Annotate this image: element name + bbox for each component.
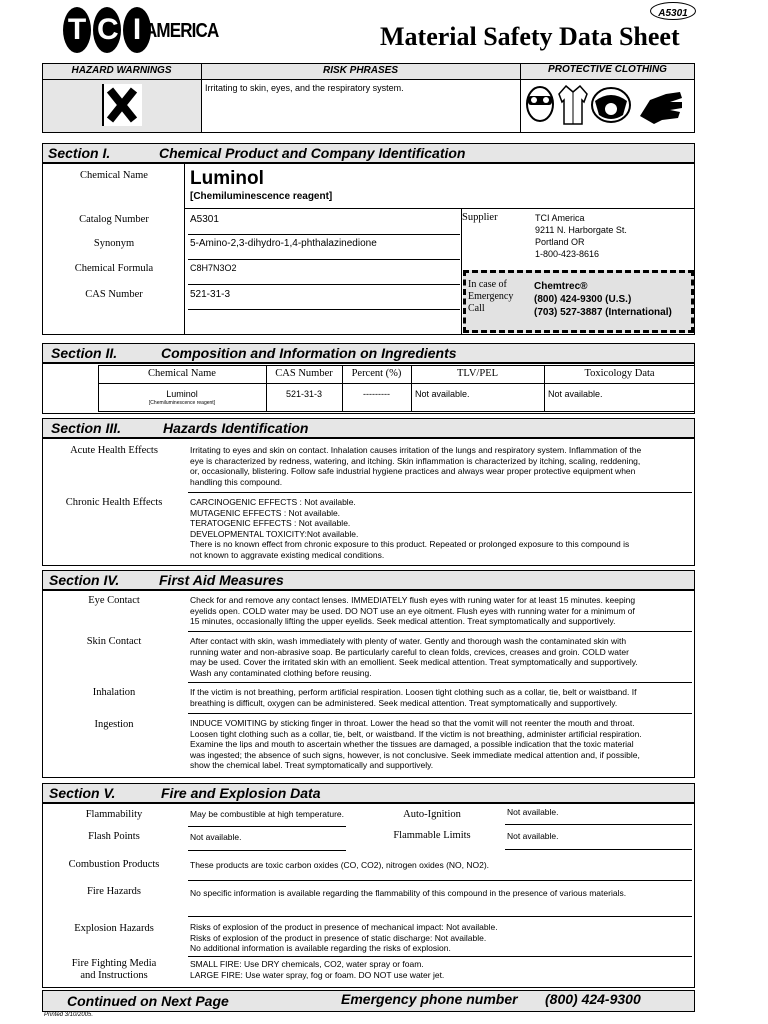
continued-label: Continued on Next Page bbox=[67, 993, 229, 1009]
flammable-limits-value: Not available. bbox=[507, 831, 559, 841]
col-header-chemical-name: Chemical Name bbox=[148, 368, 216, 379]
inhalation-label: Inhalation bbox=[92, 687, 136, 698]
section-4-header bbox=[42, 570, 695, 590]
risk-phrases-header: RISK PHRASES bbox=[322, 65, 398, 76]
harmful-x-icon bbox=[102, 84, 142, 126]
supplier-label: Supplier bbox=[462, 212, 498, 223]
auto-ignition-value: Not available. bbox=[507, 807, 559, 817]
ingredients-table bbox=[98, 365, 695, 412]
emergency-label: In case of Emergency Call bbox=[468, 279, 514, 314]
chemical-name-label: Chemical Name bbox=[80, 170, 148, 181]
logo-letter-i: I bbox=[132, 13, 142, 46]
protective-icons bbox=[524, 82, 694, 130]
section-2-number: Section II. bbox=[51, 345, 118, 361]
ingestion-label: Ingestion bbox=[94, 719, 134, 730]
fire-media-label: Fire Fighting Media and Instructions bbox=[71, 958, 157, 981]
gloves-icon bbox=[636, 86, 686, 126]
chemical-name: Luminol bbox=[190, 168, 264, 189]
formula-value: C8H7N3O2 bbox=[190, 263, 237, 273]
col-header-cas: CAS Number bbox=[275, 368, 333, 379]
logo-letter-c: C bbox=[97, 13, 119, 46]
flammable-limits-label: Flammable Limits bbox=[393, 830, 471, 841]
page-title: Material Safety Data Sheet bbox=[380, 22, 680, 51]
section-2-title: Composition and Information on Ingredients bbox=[161, 345, 457, 361]
supplier-line: 1-800-423-8616 bbox=[535, 249, 600, 259]
section-3-header bbox=[42, 418, 695, 438]
explosion-value: Risks of explosion of the product in presence of mechanical impact: Not available. Risks of explosion of the product in presence of static discharge: Not available. No additional information is available regarding the risks of explosion. bbox=[190, 922, 498, 954]
inhalation-text: If the victim is not breathing, perform artificial respiration. Loosen tight clothing such as a collar, tie, belt or waistband. If breathing is difficult, oxygen can be administered. Seek medical attention. Treat symptomatically and supportively. bbox=[190, 687, 637, 708]
flammability-label: Flammability bbox=[85, 809, 143, 820]
combustion-value: These products are toxic carbon oxides (CO, CO2), nitrogen oxides (NO, NO2). bbox=[190, 860, 490, 870]
hazard-warnings-header: HAZARD WARNINGS bbox=[71, 65, 172, 76]
col-header-tlv: TLV/PEL bbox=[456, 368, 499, 379]
acute-text: Irritating to eyes and skin on contact. Inhalation causes irritation of the lungs and respiratory system. Inflammation of the eye is characterized by redness, watering, and itching. Skin inflammation is characterized by itching, scaling, reddening, or, occasionally, blistering. Follow safe industrial hygiene practices and always wear proper protective equipment when handling this compound. bbox=[190, 445, 642, 487]
emergency-phone-intl: (703) 527-3887 (International) bbox=[534, 307, 672, 318]
col-header-percent: Percent (%) bbox=[351, 368, 402, 379]
ingredient-cas: 521-31-3 bbox=[285, 389, 323, 399]
fire-media-value: SMALL FIRE: Use DRY chemicals, CO2, water spray or foam. LARGE FIRE: Use water spray, fog or foam. DO NOT use water jet. bbox=[190, 959, 445, 980]
fire-hazards-value: No specific information is available regarding the flammability of this compound in the presence of various materials. bbox=[190, 888, 627, 898]
doc-code-badge bbox=[650, 2, 696, 20]
auto-ignition-label: Auto-Ignition bbox=[403, 809, 461, 820]
skin-label: Skin Contact bbox=[86, 636, 142, 647]
chronic-label: Chronic Health Effects bbox=[65, 497, 163, 508]
fire-hazards-label: Fire Hazards bbox=[87, 886, 141, 897]
goggles-icon bbox=[524, 84, 556, 124]
ingredient-percent: --------- bbox=[363, 389, 390, 399]
protective-clothing-header: PROTECTIVE CLOTHING bbox=[548, 64, 667, 75]
logo-word: AMERICA bbox=[145, 20, 219, 42]
ingredient-name: Luminol bbox=[166, 389, 198, 399]
explosion-label: Explosion Hazards bbox=[74, 923, 154, 934]
chronic-text: CARCINOGENIC EFFECTS : Not available. MUTAGENIC EFFECTS : Not available. TERATOGENIC EFFECTS : Not available. DEVELOPMENTAL TOXICITY:Not available. There is no known effect from chronic exposure to this product. Repeated or prolonged exposure to this compound is not known to aggravate existing medical conditions. bbox=[190, 497, 630, 560]
cas-value: 521-31-3 bbox=[190, 289, 231, 300]
emergency-phone-us: (800) 424-9300 (U.S.) bbox=[534, 294, 632, 305]
skin-text: After contact with skin, wash immediately with plenty of water. Gently and thorough wash the contaminated skin with running water and non-abrasive soap. Be particularly careful to clean folds, crevices, creases and groin. COLD water may be used. Cover the irritated skin with an emollient. Seek medical attention. Treat symptomatically and supportively. Wash any contaminated clothing before reusing. bbox=[190, 636, 638, 678]
footer-bar bbox=[42, 990, 695, 1012]
ingredient-tox: Not available. bbox=[548, 389, 603, 399]
ingestion-text: INDUCE VOMITING by sticking finger in throat. Lower the head so that the vomit will not reenter the mouth and throat. Loosen tight clothing such as a collar, tie, belt, or waistband. If the victim is not breathing, administer artificial respiration. Examine the lips and mouth to ascertain whether the tissues are damaged, a possible indication that the toxic material was ingested; the absence of such signs, however, is not conclusive. Seek immediate medical attention and, if possible, show the chemical label. Treat symptomatically and supportively. bbox=[190, 718, 642, 771]
chemical-subname: [Chemiluminescence reagent] bbox=[190, 191, 333, 202]
logo-letter-t: T bbox=[67, 13, 87, 46]
combustion-label: Combustion Products bbox=[68, 859, 160, 870]
synonym-label: Synonym bbox=[93, 238, 135, 249]
printed-date: Printed 3/10/2005. bbox=[44, 1012, 94, 1018]
eye-text: Check for and remove any contact lenses. IMMEDIATELY flush eyes with runing water for at least 15 minutes. keeping eyelids open. COLD water may be used. DO NOT use an eye oitment. Flush eyes with running water for a minimum of 15 minutes, occasionally lifting the upper eyelids. Seek medical attention. Treat symptomatically and supportively. bbox=[190, 595, 636, 627]
section-2-header bbox=[42, 343, 695, 363]
section-1-header bbox=[42, 143, 695, 163]
tci-logo bbox=[62, 6, 222, 54]
emergency-number: (800) 424-9300 bbox=[545, 991, 641, 1007]
lab-coat-icon bbox=[558, 82, 588, 126]
section-1-title: Chemical Product and Company Identification bbox=[159, 145, 466, 161]
chemtrec-name: Chemtrec® bbox=[534, 281, 588, 292]
emergency-number-label: Emergency phone number bbox=[341, 991, 518, 1007]
supplier-line: 9211 N. Harborgate St. bbox=[535, 225, 627, 235]
ingredient-subname: [Chemiluminescence reagent] bbox=[148, 400, 216, 406]
catalog-value: A5301 bbox=[190, 214, 219, 225]
synonym-value: 5-Amino-2,3-dihydro-1,4-phthalazinedione bbox=[190, 238, 377, 249]
flash-points-label: Flash Points bbox=[88, 831, 140, 842]
section-5-number: Section V. bbox=[49, 785, 116, 801]
section-3-number: Section III. bbox=[51, 420, 122, 436]
ingredient-tlv: Not available. bbox=[415, 389, 470, 399]
col-header-toxicology: Toxicology Data bbox=[584, 368, 655, 379]
section-5-title: Fire and Explosion Data bbox=[161, 785, 321, 801]
catalog-label: Catalog Number bbox=[79, 214, 149, 225]
risk-text: Irritating to skin, eyes, and the respiratory system. bbox=[205, 83, 404, 93]
eye-label: Eye Contact bbox=[88, 595, 140, 606]
section-3-title: Hazards Identification bbox=[163, 420, 309, 436]
supplier-address bbox=[535, 212, 627, 260]
acute-label: Acute Health Effects bbox=[70, 445, 158, 456]
doc-code: A5301 bbox=[658, 8, 688, 19]
supplier-line: TCI America bbox=[535, 213, 585, 223]
supplier-line: Portland OR bbox=[535, 237, 585, 247]
formula-label: Chemical Formula bbox=[74, 263, 154, 274]
respirator-icon bbox=[590, 85, 632, 125]
section-4-title: First Aid Measures bbox=[159, 572, 284, 588]
section-5-header bbox=[42, 783, 695, 803]
flammability-value: May be combustible at high temperature. bbox=[190, 809, 345, 819]
flash-points-value: Not available. bbox=[190, 832, 242, 842]
emergency-box bbox=[463, 270, 694, 333]
section-1-number: Section I. bbox=[48, 145, 111, 161]
cas-label: CAS Number bbox=[85, 289, 143, 300]
section-4-number: Section IV. bbox=[49, 572, 120, 588]
